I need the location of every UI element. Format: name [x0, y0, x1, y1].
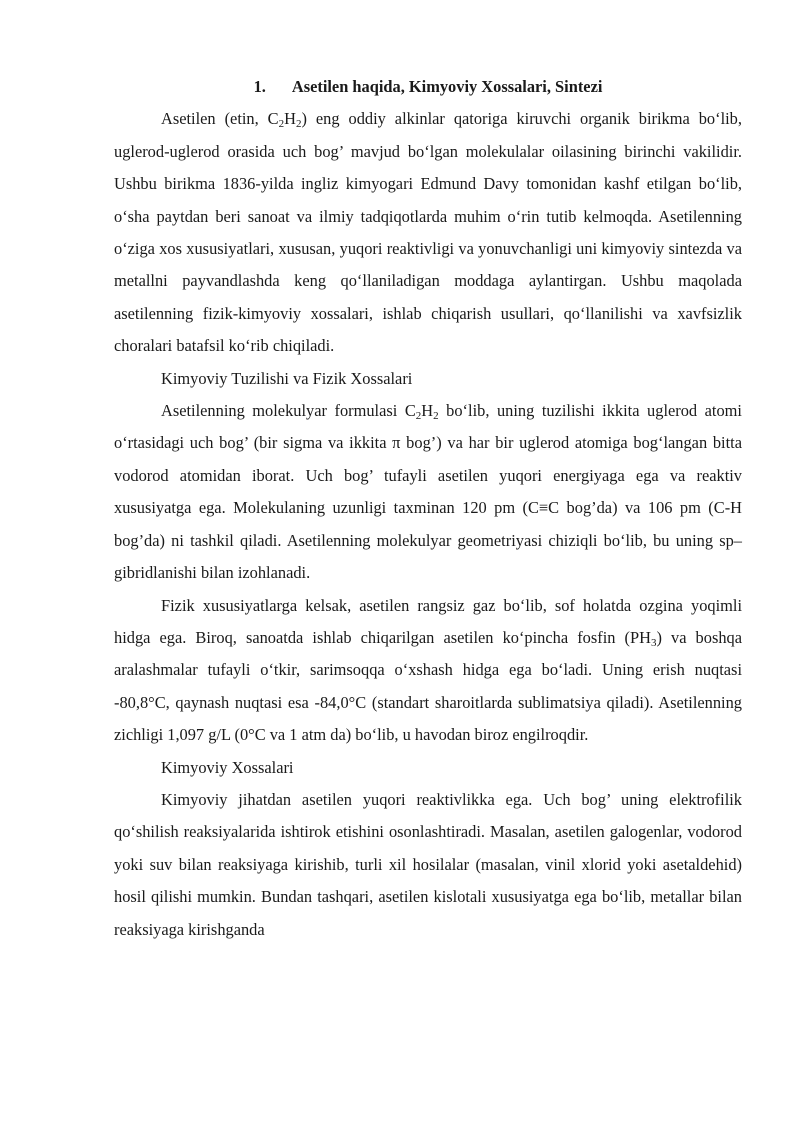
paragraph-physical-properties [114, 590, 742, 752]
section-heading [114, 71, 742, 103]
paragraph-text: Asetilenning molekulyar formulasi C [161, 401, 416, 421]
paragraph-text: H [284, 109, 296, 129]
paragraph-structure [114, 395, 742, 589]
paragraph-chemical-properties: Kimyoviy jihatdan asetilen yuqori reaktivlikka ega. Uch bog’ uning elektrofilik qo‘shilish reaksiyalarida ishtirok etishini osonlashtiradi. Masalan, asetilen galogenlar, vodorod yoki suv bilan reaksiyaga kirishib, turli xil hosilalar (masalan, vinil xlorid yoki asetaldehid) hosil qilishi mumkin. Bundan tashqari, asetilen kislotali xususiyatga ega bo‘lib, metallar bilan reaksiyaga kirishganda [114, 789, 742, 939]
paragraph-text: Asetilen (etin, C [161, 109, 279, 129]
subscript: 2 [278, 118, 285, 131]
subscript: 2 [415, 410, 422, 423]
paragraph-text: ) va boshqa aralashmalar tufayli o‘tkir, sarimsoqqa o‘xshash hidga ega bo‘ladi. Uning erish nuqtasi -80,8°C, qaynash nuqtasi esa -84,0°C (standart sharoitlarda sublimatsiya qiladi). Asetilenning zichligi 1,097 g/L (0°C va 1 atm da) bo‘lib, u havodan biroz engilroqdir. [114, 627, 742, 745]
paragraph-text: bo‘lib, uning tuzilishi ikkita uglerod atomi o‘rtasidagi uch bog’ (bir sigma va ikkita π bog’) va har bir uglerod atomiga bog‘langan bitta vodorod atomidan iborat. Uch bog’ tufayli asetilen yuqori energiyaga ega va reaktiv xususiyatga ega. Molekulaning uzunligi taxminan 120 pm (C≡C bog’da) va 106 pm (C-H bog’da) ni tashkil qiladi. Asetilenning molekulyar geometriyasi chiziqli bo‘lib, bu uning sp–gibridlanishi bilan izohlanadi. [114, 401, 742, 583]
subheading-chemical-properties: Kimyoviy Xossalari [161, 757, 294, 777]
section-title: Asetilen haqida, Kimyoviy Xossalari, Sintezi [291, 77, 603, 96]
subscript: 2 [295, 118, 302, 131]
subheading-structure: Kimyoviy Tuzilishi va Fizik Xossalari [161, 368, 413, 388]
paragraph-text: H [421, 401, 434, 421]
section-number: 1. [253, 77, 266, 96]
paragraph-introduction [114, 103, 742, 362]
paragraph-text: ) eng oddiy alkinlar qatoriga kiruvchi organik birikma bo‘lib, uglerod-uglerod orasida uch bog’ mavjud bo‘lgan molekulalar oilasining birinchi vakilidir. Ushbu birikma 1836-yilda ingliz kimyogari Edmund Davy tomonidan kashf etilgan bo‘lib, o‘sha paytdan beri sanoat va ilmiy tadqiqotlarda muhim o‘rin tutib kelmoqda. Asetilenning o‘ziga xos xususiyatlari, xususan, yuqori reaktivligi va yonuvchanligi uni kimyoviy sintezda va metallni payvandlashda keng qo‘llaniladigan moddaga aylantirgan. Ushbu maqolada asetilenning fizik-kimyoviy xossalari, ishlab chiqarish usullari, qo‘llanilishi va xavfsizlik choralari batafsil ko‘rib chiqiladi. [114, 109, 742, 356]
document-body [114, 71, 742, 946]
subscript: 3 [650, 636, 657, 649]
paragraph-text: Fizik xususiyatlarga kelsak, asetilen rangsiz gaz bo‘lib, sof holatda ozgina yoqimli hidga ega. Biroq, sanoatda ishlab chiqarilgan asetilen ko‘pincha fosfin (PH [114, 595, 742, 647]
subscript: 2 [433, 410, 439, 423]
